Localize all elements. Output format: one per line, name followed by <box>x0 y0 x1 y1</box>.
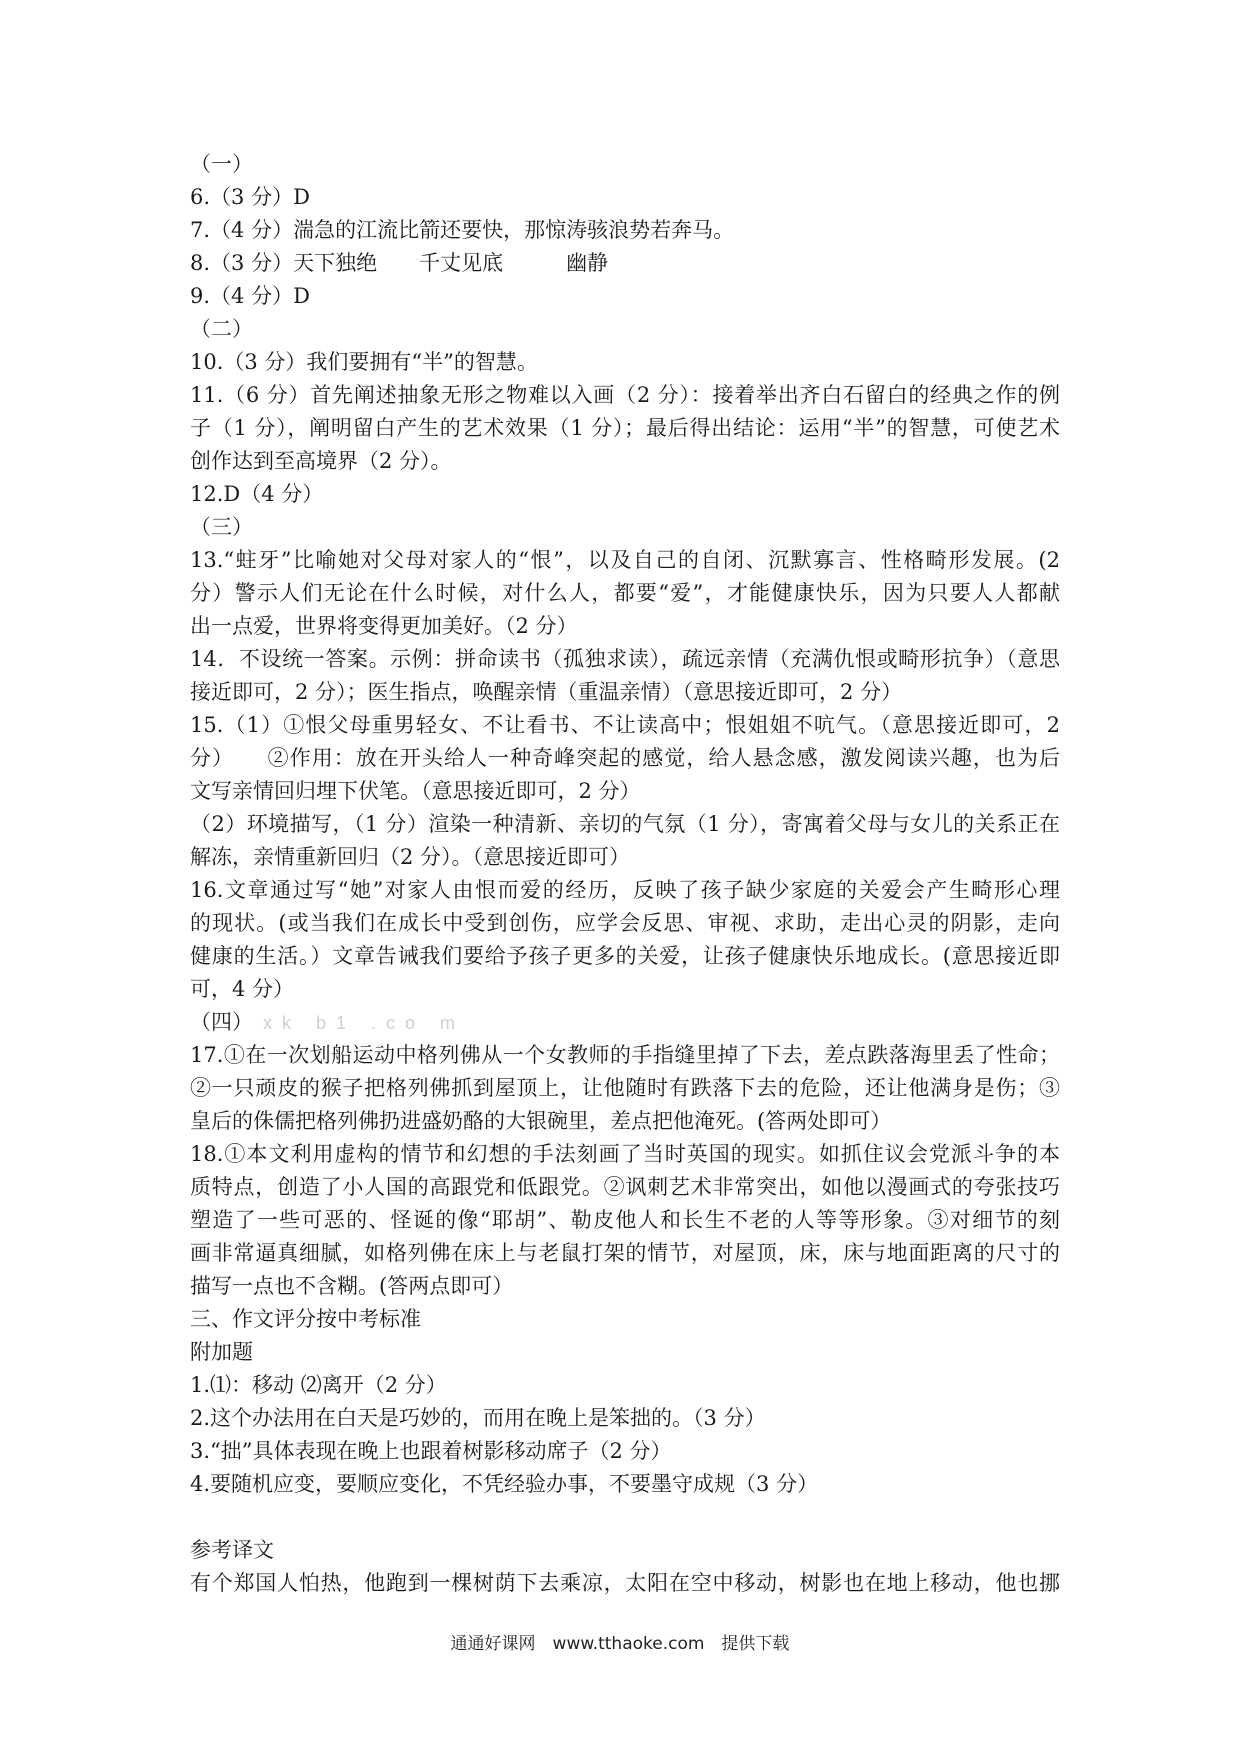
answer-line: 分）警示人们无论在什么时候，对什么人，都要“爱”，才能健康快乐，因为只要人人都献 <box>190 581 1060 605</box>
answer-line: 分） ②作用：放在开头给人一种奇峰突起的感觉，给人悬念感，激发阅读兴趣，也为后 <box>190 746 1060 770</box>
answer-line: 子（1 分），阐明留白产生的艺术效果（1 分）；最后得出结论：运用“半”的智慧，可使艺术 <box>190 416 1060 440</box>
answer-line: 17.①在一次划船运动中格列佛从一个女教师的手指缝里掉了下去，差点跌落海里丢了性命； <box>190 1043 1060 1067</box>
page-footer: 通通好课网 www.tthaoke.com 提供下载 <box>450 1634 790 1654</box>
section-heading-4-row <box>190 1006 1060 1039</box>
answer-line: 2.这个办法用在白天是巧妙的，而用在晚上是笨拙的。（3 分） <box>190 1406 766 1430</box>
answer-line: 文写亲情回归埋下伏笔。（意思接近即可，2 分） <box>190 779 641 803</box>
translation-line: 有个郑国人怕热，他跑到一棵树荫下去乘凉，太阳在空中移动，树影也在地上移动，他也挪 <box>190 1571 1060 1595</box>
answer-line: 4.要随机应变，要顺应变化，不凭经验办事，不要墨守成规（3 分） <box>190 1472 819 1496</box>
blank-line <box>190 1501 1060 1534</box>
translation-heading: 参考译文 <box>190 1538 274 1562</box>
answer-line: 塑造了一些可恶的、怪诞的像“耶胡”、勒皮他人和长生不老的人等等形象。③对细节的刻 <box>190 1208 1060 1232</box>
answer-line: 接近即可，2 分）；医生指点，唤醒亲情（重温亲情）（意思接近即可，2 分） <box>190 680 903 704</box>
section-heading-4: （四） <box>190 1010 253 1034</box>
answer-line: 11.（6 分）首先阐述抽象无形之物难以入画（2 分）：接着举出齐白石留白的经典之作的例 <box>190 383 1060 407</box>
answer-line: 9.（4 分）D <box>190 284 310 308</box>
answer-line: 描写一点也不含糊。(答两点即可） <box>190 1274 514 1298</box>
answer-line: 13.“蛀牙”比喻她对父母对家人的“恨”，以及自己的自闭、沉默寡言、性格畸形发展。(2 <box>190 548 1060 572</box>
answer-line: 15.（1）①恨父母重男轻女、不让看书、不让读高中；恨姐姐不吭气。（意思接近即可，2 <box>190 713 1060 737</box>
answer-line: 8.（3 分）天下独绝 千丈见底 幽静 <box>190 251 609 275</box>
answer-line: 创作达到至高境界（2 分）。 <box>190 449 452 473</box>
watermark: xk b1 .co m <box>263 1013 466 1033</box>
answer-line: 健康的生活。）文章告诫我们要给予孩子更多的关爱，让孩子健康快乐地成长。(意思接近即 <box>190 944 1060 968</box>
answer-line: 16.文章通过写“她”对家人由恨而爱的经历，反映了孩子缺少家庭的关爱会产生畸形心理 <box>190 878 1060 902</box>
answer-line: 10.（3 分）我们要拥有“半”的智慧。 <box>190 350 538 374</box>
answer-line: 3.“拙”具体表现在晚上也跟着树影移动席子（2 分） <box>190 1439 672 1463</box>
answer-line: 12.D（4 分） <box>190 482 324 506</box>
answer-line: 1.⑴：移动 ⑵离开（2 分） <box>190 1373 447 1397</box>
answer-key-body <box>190 148 1060 1600</box>
answer-line: 18.①本文利用虚构的情节和幻想的手法刻画了当时英国的现实。如抓住议会党派斗争的本 <box>190 1142 1060 1166</box>
answer-line: （2）环境描写，（1 分）渲染一种清新、亲切的气氛（1 分），寄寓着父母与女儿的关系正在 <box>190 812 1060 836</box>
bonus-heading: 附加题 <box>190 1340 253 1364</box>
answer-line: 14．不设统一答案。示例：拼命读书（孤独求读），疏远亲情（充满仇恨或畸形抗争）（意思 <box>190 647 1060 671</box>
answer-line: 可，4 分） <box>190 977 295 1001</box>
answer-line: 画非常逼真细腻，如格列佛在床上与老鼠打架的情节，对屋顶，床，床与地面距离的尺寸的 <box>190 1241 1060 1265</box>
answer-line: 皇后的侏儒把格列佛扔进盛奶酪的大银碗里，差点把他淹死。(答两处即可） <box>190 1109 892 1133</box>
answer-line: 解冻，亲情重新回归（2 分）。（意思接近即可） <box>190 845 631 869</box>
section-heading-2: （二） <box>190 317 253 341</box>
answer-line: 质特点，创造了小人国的高跟党和低跟党。②讽刺艺术非常突出，如他以漫画式的夸张技巧 <box>190 1175 1060 1199</box>
answer-line: 的现状。(或当我们在成长中受到创伤，应学会反思、审视、求助，走出心灵的阴影，走向 <box>190 911 1060 935</box>
answer-line: 出一点爱，世界将变得更加美好。（2 分） <box>190 614 578 638</box>
section-heading-1: （一） <box>190 152 253 176</box>
answer-line: ②一只顽皮的猴子把格列佛抓到屋顶上，让他随时有跌落下去的危险，还让他满身是伤；③ <box>190 1076 1060 1100</box>
answer-line: 7.（4 分）湍急的江流比箭还要快，那惊涛骇浪势若奔马。 <box>190 218 735 242</box>
answer-line: 6.（3 分）D <box>190 185 310 209</box>
section-heading-3: （三） <box>190 515 253 539</box>
essay-grading-heading: 三、作文评分按中考标准 <box>190 1307 421 1331</box>
